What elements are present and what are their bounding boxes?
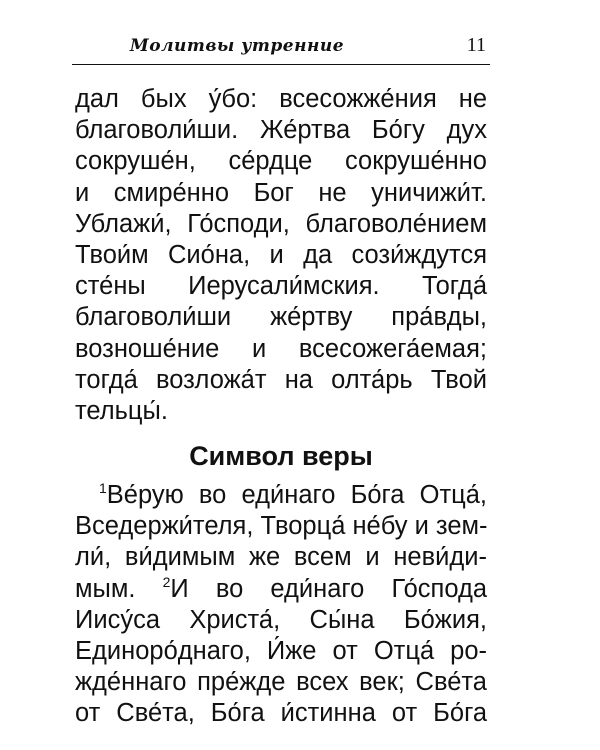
text-line: Твои́м Сио́на, и да сози́ждутся bbox=[75, 240, 487, 269]
page-number: 11 bbox=[466, 34, 486, 56]
text-line bbox=[75, 574, 487, 605]
text-line bbox=[75, 480, 487, 511]
text-line: благоволи́ши же́ртву пра́вды, bbox=[75, 303, 487, 332]
text-line: тельцы́. bbox=[75, 396, 168, 425]
text-line: ли́, ви́димым же всем и неви́ди- bbox=[75, 543, 487, 572]
text-line: благоволи́ши. Же́ртва Бо́гу дух bbox=[75, 116, 487, 145]
verse-number: 2 bbox=[162, 573, 171, 590]
text-line: от Све́та, Бо́га и́стинна от Бо́га bbox=[75, 699, 487, 728]
running-title: Молитвы утренние bbox=[129, 36, 345, 56]
running-head bbox=[72, 28, 490, 68]
text-line: сте́ны Иерусали́мския. Тогда́ bbox=[75, 272, 487, 301]
creed-text bbox=[75, 480, 487, 730]
verse-number: 1 bbox=[99, 480, 107, 496]
text-line: тогда́ возложа́т на олта́рь Твой bbox=[75, 365, 487, 394]
text-line: Ублажи́, Го́споди, благоволе́нием bbox=[75, 209, 487, 238]
text-line: дал бых у́бо: всесожже́ния не bbox=[75, 85, 487, 113]
line-text: мым. bbox=[75, 574, 163, 603]
text-line: сокруше́н, се́рдце сокруше́нно bbox=[75, 147, 487, 176]
line-text: Ве́рую во еди́наго Бо́га Отца́, bbox=[106, 481, 487, 509]
text-line: Вседержи́теля, Творца́ не́бу и зем- bbox=[75, 512, 488, 541]
text-line: и смире́нно Бог не уничижи́т. bbox=[75, 178, 487, 207]
text-line: возноше́ние и всесожега́емая; bbox=[75, 334, 487, 363]
text-line: Единоро́днаго, И́же от Отца́ ро- bbox=[75, 636, 487, 665]
section-heading: Символ веры bbox=[189, 441, 373, 471]
line-text: И во еди́наго Го́спода bbox=[170, 574, 488, 603]
header-rule bbox=[72, 64, 490, 65]
text-line: Иису́са Христа́, Сы́на Бо́жия, bbox=[75, 605, 487, 634]
text-line: жде́ннаго пре́жде всех век; Све́та bbox=[75, 668, 487, 697]
psalm-text bbox=[75, 84, 487, 427]
